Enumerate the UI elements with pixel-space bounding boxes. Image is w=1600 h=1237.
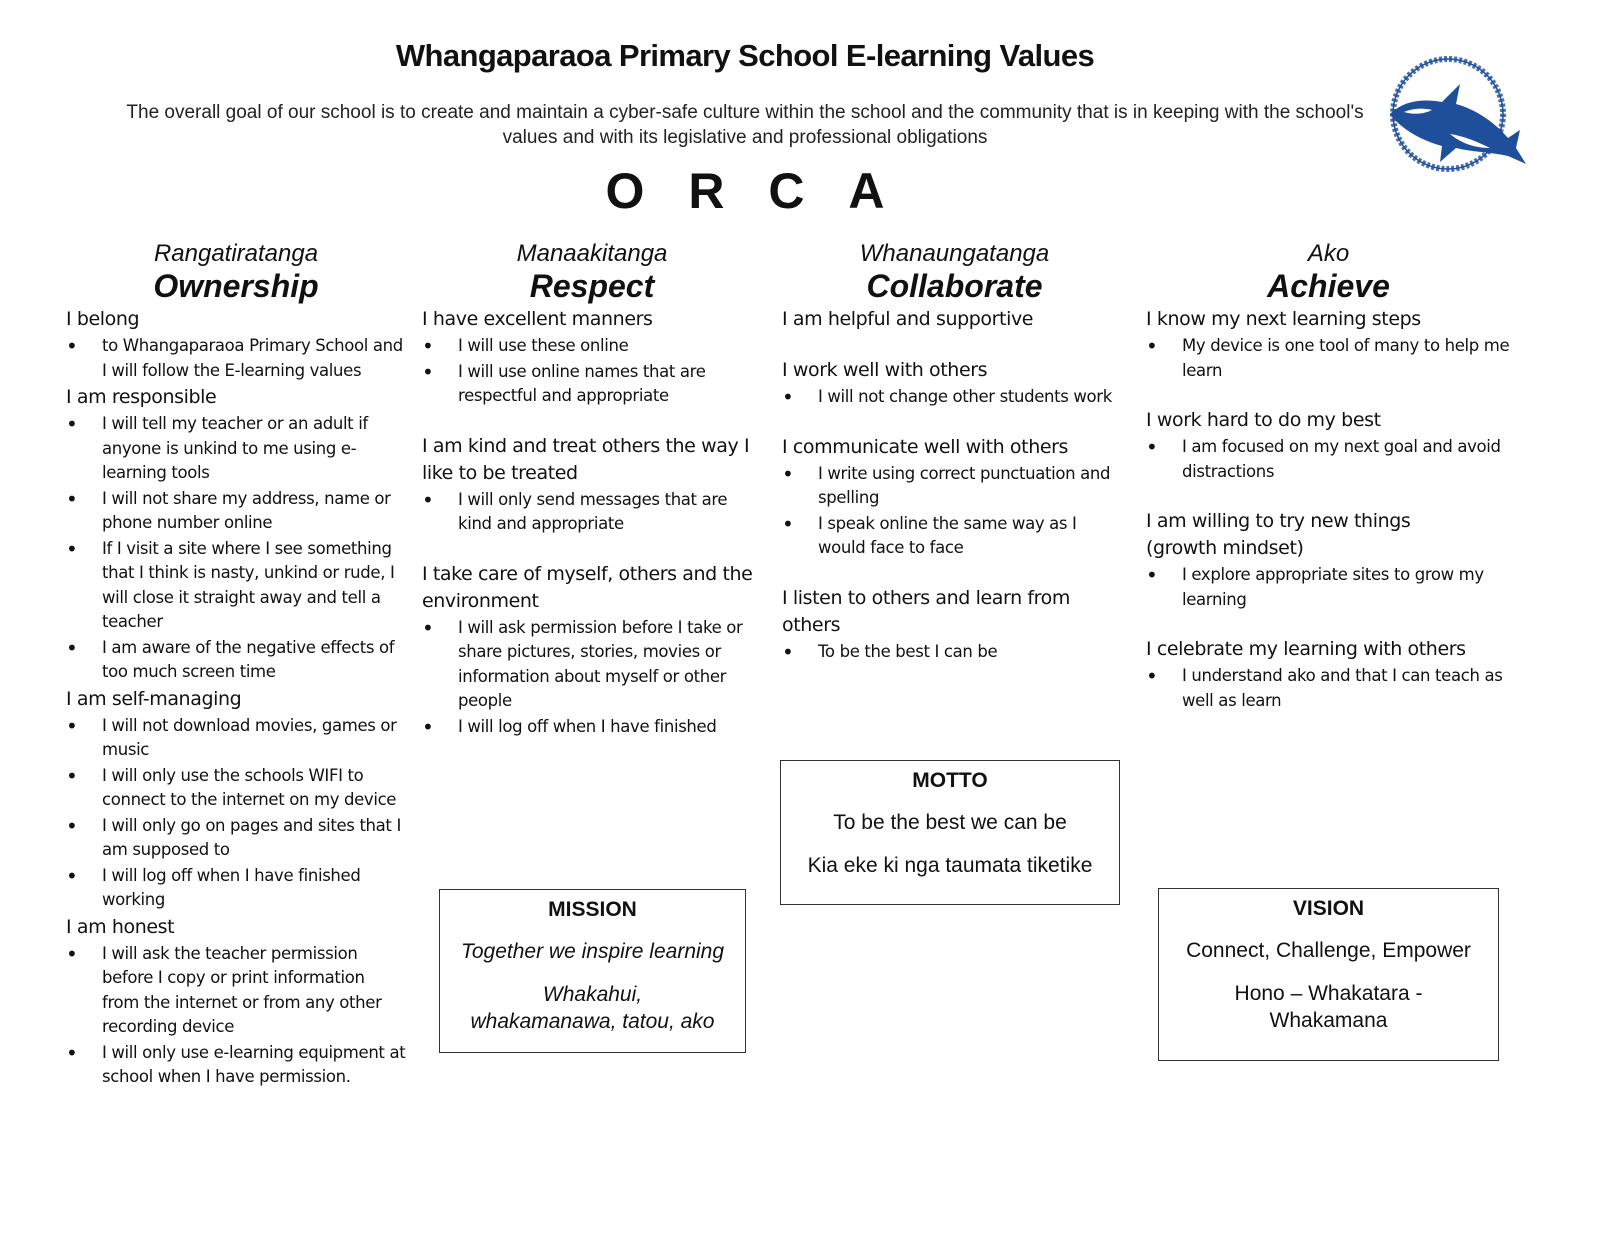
list-item: • I am aware of the negative effects of too much screen time: [66, 636, 406, 685]
acronym-letter: R: [688, 163, 725, 219]
maori-value-name: Manaakitanga: [516, 240, 668, 267]
list-item: • I will tell my teacher or an adult if anyone is unkind to me using e-learning tools: [66, 412, 406, 486]
acronym-letter: O: [605, 163, 645, 219]
vision-box: [1158, 888, 1499, 1061]
list-item: • I will ask permission before I take or share pictures, stories, movies or information about myself or other people: [422, 616, 757, 714]
motto-box: [780, 760, 1120, 905]
box-line: To be the best we can be: [833, 811, 1067, 834]
section-heading: I celebrate my learning with others: [1146, 638, 1466, 660]
orca-logo-icon: [1380, 52, 1530, 177]
list-item: • I will only send messages that are kind and appropriate: [422, 488, 757, 537]
english-value-name: Respect: [529, 268, 655, 304]
section-heading: I am willing to try new things (growth mindset): [1146, 510, 1411, 559]
list-item: • I will not download movies, games or music: [66, 714, 406, 763]
acronym-letter: C: [768, 163, 805, 219]
list-item: • My device is one tool of many to help me learn: [1146, 334, 1516, 383]
maori-value-name: Whanaungatanga: [859, 240, 1050, 267]
box-title: MISSION: [548, 898, 637, 921]
list-item: • I will only use the schools WIFI to connect to the internet on my device: [66, 764, 406, 813]
list-item: • I will only use e-learning equipment at school when I have permission.: [66, 1041, 406, 1090]
section-heading: I know my next learning steps: [1146, 308, 1421, 330]
mission-box: [439, 889, 746, 1053]
english-value-name: Collaborate: [866, 268, 1043, 304]
intro-statement: The overall goal of our school is to create and maintain a cyber-safe culture within the school and the community that is in keeping with the school's values and with its legislative and professional obligations: [126, 102, 1364, 148]
section-heading: I listen to others and learn from others: [782, 586, 1070, 636]
section-heading: I work well with others: [782, 359, 988, 381]
orca-acronym: [0, 162, 1490, 220]
section-heading: I am honest: [66, 915, 175, 938]
acronym-letter: A: [848, 163, 885, 219]
section-heading: I am kind and treat others the way I like to be treated: [422, 434, 750, 484]
list-item: • I will not share my address, name or phone number online: [66, 487, 406, 536]
box-title: VISION: [1292, 897, 1365, 920]
list-item: • I will use these online: [422, 334, 757, 359]
list-item: • I will log off when I have finished working: [66, 864, 406, 913]
section-heading: I belong: [66, 308, 140, 330]
maori-value-name: Rangatiratanga: [153, 240, 319, 267]
list-item: • to Whangaparaoa Primary School and I will follow the E-learning values: [66, 334, 406, 383]
section-heading: I am self-managing: [66, 687, 242, 710]
english-value-name: Achieve: [1267, 268, 1390, 304]
list-item: • If I visit a site where I see something that I think is nasty, unkind or rude, I will close it straight away and tell a teacher: [66, 537, 406, 635]
list-item: • I explore appropriate sites to grow my learning: [1146, 563, 1516, 612]
section-heading: I take care of myself, others and the environment: [422, 562, 753, 612]
list-item: • To be the best I can be: [782, 640, 1127, 665]
section-heading: I am helpful and supportive: [782, 308, 1034, 330]
section-heading: I work hard to do my best: [1146, 409, 1381, 431]
value-column-respect: [422, 240, 757, 740]
list-item: • I will only go on pages and sites that I am supposed to: [66, 814, 406, 863]
list-item: • I will ask the teacher permission before I copy or print information from the internet or from any other recording device: [66, 942, 406, 1040]
box-line: Whakahui, whakamanawa, tatou, ako: [470, 983, 715, 1033]
list-item: • I am focused on my next goal and avoid distractions: [1146, 435, 1516, 484]
list-item: • I will not change other students work: [782, 385, 1127, 410]
list-item: • I understand ako and that I can teach as well as learn: [1146, 664, 1516, 713]
list-item: • I will log off when I have finished: [422, 715, 757, 740]
box-line: Kia eke ki nga taumata tiketike: [807, 854, 1093, 877]
section-heading: I communicate well with others: [782, 435, 1069, 458]
list-item: • I will use online names that are respectful and appropriate: [422, 360, 757, 409]
box-line: Hono – Whakatara - Whakamana: [1234, 982, 1423, 1032]
box-title: MOTTO: [912, 769, 988, 792]
box-line: Together we inspire learning: [460, 940, 725, 963]
list-item: • I write using correct punctuation and spelling: [782, 462, 1127, 511]
english-value-name: Ownership: [153, 268, 319, 304]
section-heading: I have excellent manners: [422, 308, 653, 330]
box-line: Connect, Challenge, Empower: [1186, 939, 1471, 962]
list-item: • I speak online the same way as I would face to face: [782, 512, 1127, 561]
section-heading: I am responsible: [66, 386, 217, 408]
maori-value-name: Ako: [1307, 240, 1350, 267]
value-column-ownership: [66, 240, 406, 1091]
value-column-collaborate: [782, 240, 1127, 665]
page-title: Whangaparaoa Primary School E-learning Values: [395, 38, 1095, 73]
value-column-achieve: [1146, 240, 1516, 714]
